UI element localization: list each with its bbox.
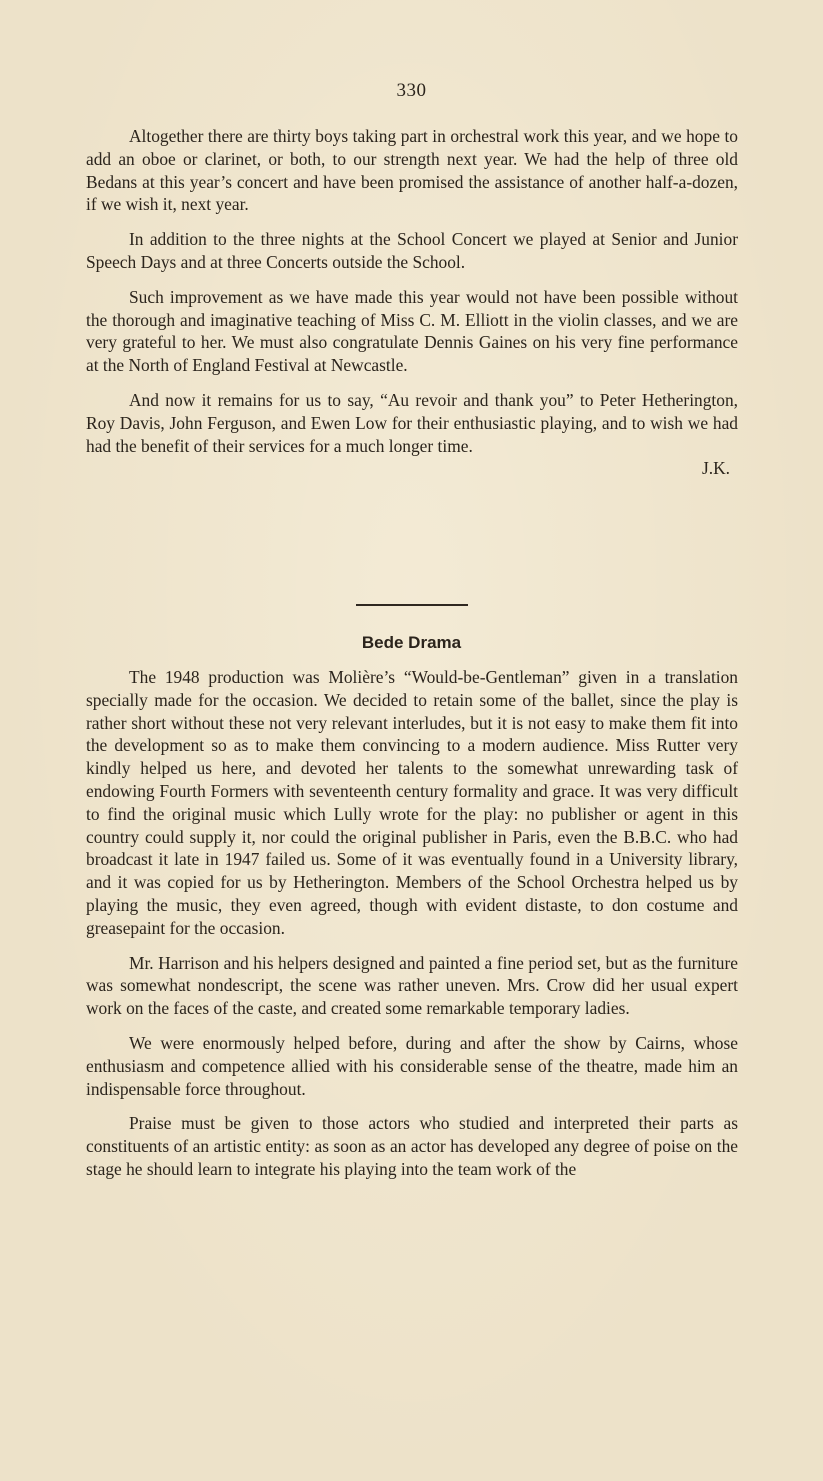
paragraph: Such improvement as we have made this year would not have been possible without the thorough and imaginative teaching of Miss C. M. Elliott in the violin classes, and we are very grateful to her. We must also congratulate Dennis Gaines on his very fine performance at the North of England Festival at Newcastle. — [86, 286, 738, 376]
paragraph: We were enormously helped before, during and after the show by Cairns, whose enthusiasm and competence allied with his considerable sense of the theatre, made him an indispensable force throughout. — [86, 1032, 738, 1099]
section-title: Bede Drama — [361, 633, 462, 652]
signature: J.K. — [701, 458, 730, 479]
paragraph: Mr. Harrison and his helpers designed and painted a fine period set, but as the furniture was somewhat nondescript, the scene was rather uneven. Mrs. Crow did her usual expert work on the faces of the caste, and created some remarkable temporary ladies. — [86, 952, 738, 1019]
bede-drama-article — [86, 666, 738, 1193]
paragraph: In addition to the three nights at the School Concert we played at Senior and Junior Speech Days and at three Concerts outside the School. — [86, 229, 738, 272]
orchestra-report — [86, 125, 738, 492]
section-divider — [356, 604, 468, 606]
paragraph: Praise must be given to those actors who studied and interpreted their parts as constituents of an artistic entity: as soon as an actor has developed any degree of poise on the stage he should learn to integrate his playing into the team work of the — [86, 1113, 738, 1179]
final-paragraph-text: And now it remains for us to say, “Au revoir and thank you” to Peter Hetherington, Roy Davis, John Ferguson, and Ewen Low for their enthusiastic playing, and to wish we had had the benefit of their services for a much longer time. — [86, 389, 738, 456]
paragraph-final — [86, 389, 738, 480]
paragraph: The 1948 production was Molière’s “Would-be-Gentleman” given in a translation specially made for the occasion. We decided to retain some of the ballet, since the play is rather short without these not very relevant interludes, but it is not easy to make them fit into the development so as to make them convincing to a modern audience. Miss Rutter very kindly helped us here, and devoted her talents to the somewhat unrewarding task of endowing Fourth Formers with seventeenth century formality and grace. It was very difficult to find the original music which Lully wrote for the play: no publisher or agent in this country could supply it, nor could the original publisher in Paris, even the B.B.C. who had broadcast it late in 1947 failed us. Some of it was eventually found in a University library, and it was copied for us by Hetherington. Members of the School Orchestra helped us by playing the music, they even agreed, though with evident distaste, to don costume and greasepaint for the occasion. — [86, 667, 738, 938]
page-number: 330 — [396, 80, 427, 101]
paragraph: Altogether there are thirty boys taking part in orchestral work this year, and we hope to add an oboe or clarinet, or both, to our strength next year. We had the help of three old Bedans at this year’s concert and have been promised the assistance of another half-a-dozen, if we wish it, next year. — [86, 126, 738, 215]
